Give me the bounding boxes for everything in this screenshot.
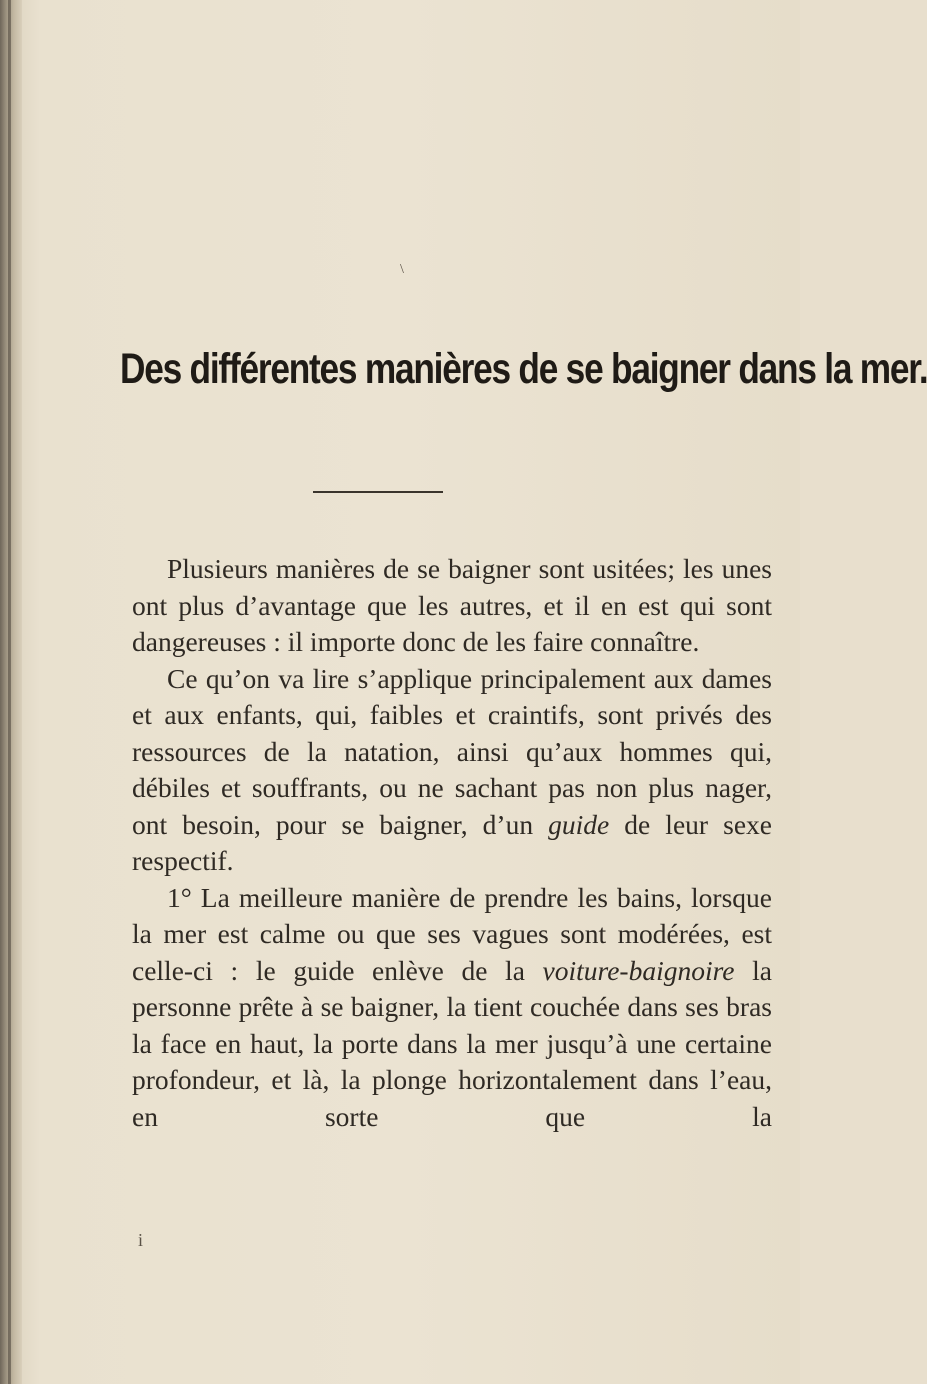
top-mark: \	[400, 262, 404, 277]
page-title: Des différentes manières de se baigner dans la mer.	[120, 345, 927, 393]
paragraph-3	[132, 880, 772, 1136]
text-run: de leur sexe respectif.	[132, 808, 772, 876]
text-run: la personne prête à se baigner, la tient couchée dans ses bras la face en haut, la porte dans la mer jusqu’à une certaine profondeur, et là, la plonge horizontalement dans l’eau, en sorte que la	[132, 954, 772, 1132]
text-run: Plusieurs manières de se baigner sont usitées; les unes ont plus d’avantage que les autres, et il en est qui sont dangereuses : il importe donc de les faire connaître.	[132, 553, 772, 657]
title-rule	[313, 491, 443, 493]
text-run: 1° La meilleure manière de prendre les bains, lorsque la mer est calme ou que ses vagues sont modérées, est celle-ci : le guide enlève de la	[132, 881, 772, 986]
paragraph-2	[132, 661, 772, 880]
body-text	[132, 551, 772, 1135]
paragraph-1	[132, 551, 772, 661]
binding-edge	[8, 0, 11, 1384]
text-run: Ce qu’on va lire s’applique principalement aux dames et aux enfants, qui, faibles et craintifs, sont privés des ressources de la natation, ainsi qu’aux hommes qui, débiles et souffrants, ou ne sachant pas non plus nager, ont besoin, pour se baigner, d’un	[132, 662, 772, 840]
italic-term: voiture-baignoire	[542, 954, 735, 986]
bottom-mark: i	[138, 1230, 144, 1250]
italic-term: guide	[548, 808, 610, 840]
page-gutter	[0, 0, 22, 1384]
